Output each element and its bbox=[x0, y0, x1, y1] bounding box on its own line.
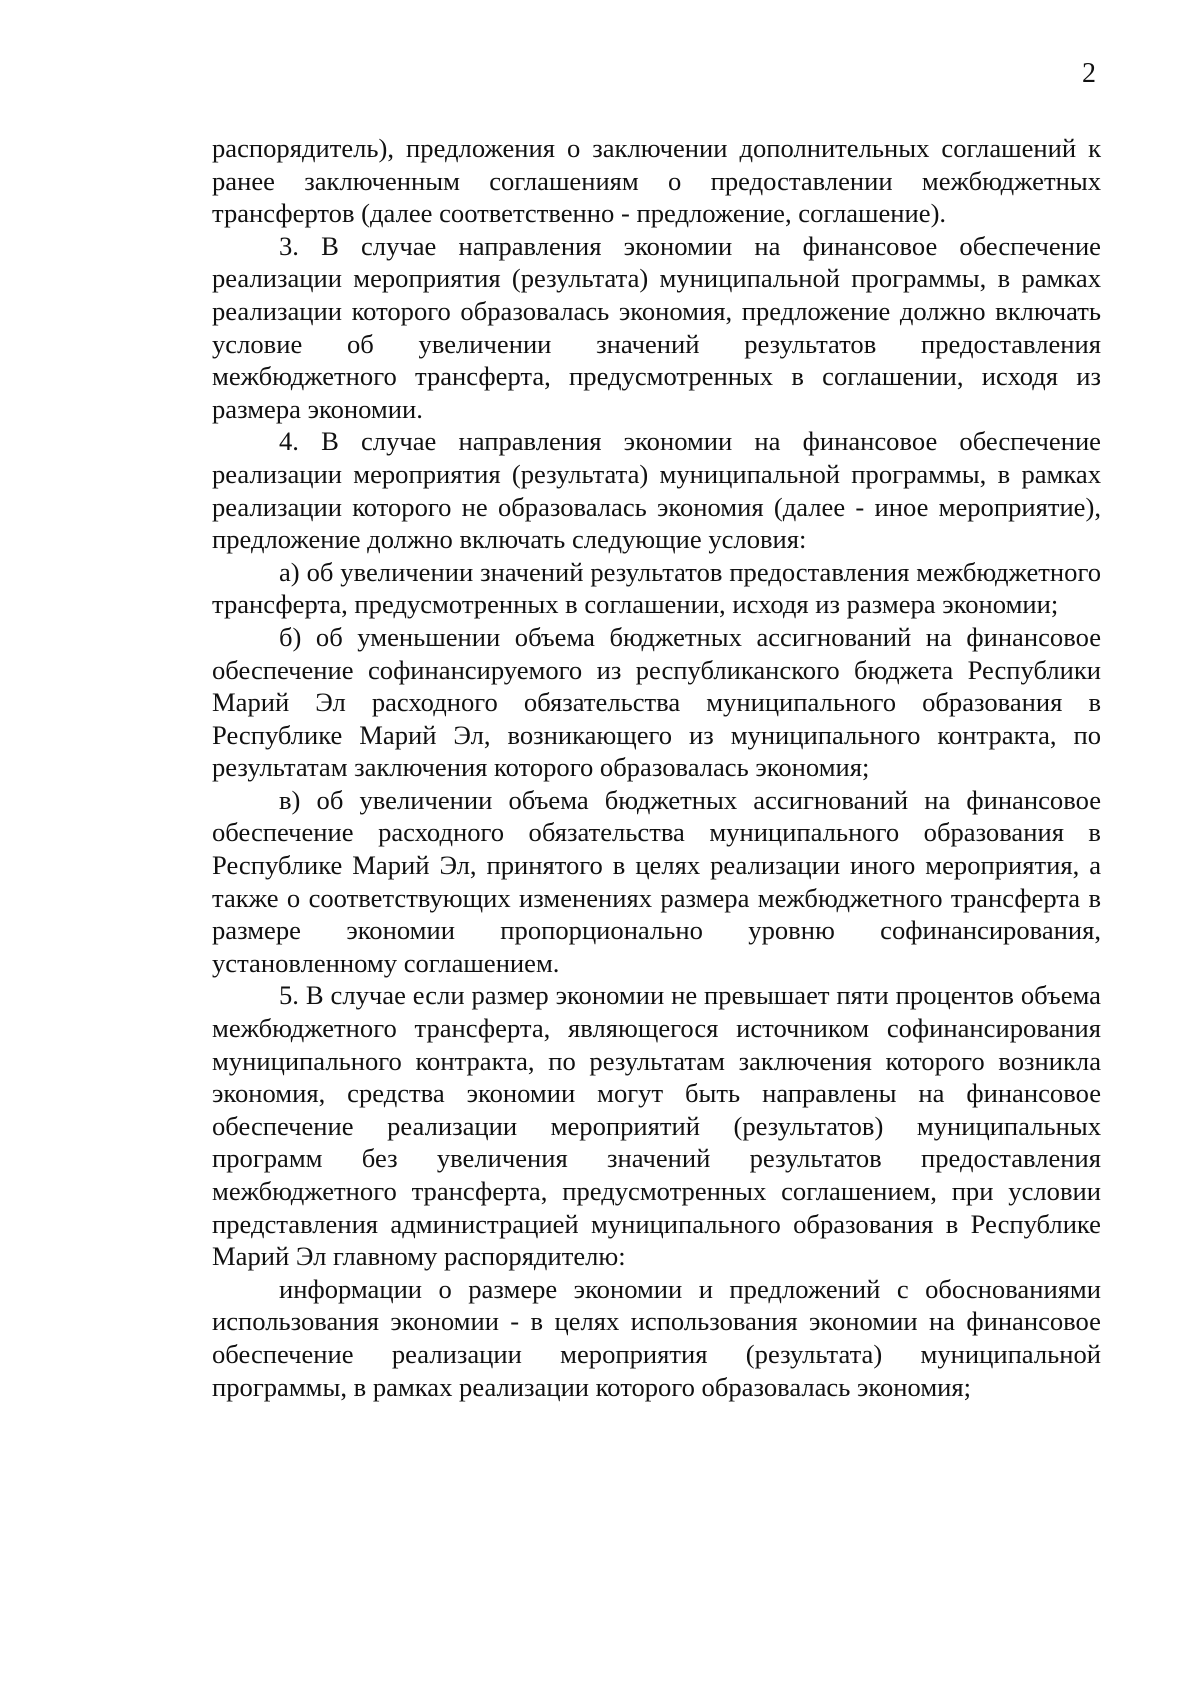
paragraph-information-item: информации о размере экономии и предложений с обоснованиями использования экономии - в целях использования экономии на финансовое обеспечение реализации мероприятия (результата) муниципальной программы, в рамках реализации которого образовалась экономия; bbox=[212, 1273, 1101, 1402]
paragraph-subclause-a: а) об увеличении значений результатов предоставления межбюджетного трансферта, предусмотренных в соглашении, исходя из размера экономии; bbox=[212, 556, 1101, 620]
paragraph-subclause-v: в) об увеличении объема бюджетных ассигнований на финансовое обеспечение расходного обязательства муниципального образования в Республике Марий Эл, принятого в целях реализации иного мероприятия, а также о соответствующих изменениях размера межбюджетного трансферта в размере экономии пропорционально уровню софинансирования, установленному соглашением. bbox=[212, 784, 1101, 978]
paragraph-clause-4: 4. В случае направления экономии на финансовое обеспечение реализации мероприятия (результата) муниципальной программы, в рамках реализации которого не образовалась экономия (далее - иное мероприятие), предложение должно включать следующие условия: bbox=[212, 426, 1101, 555]
page-number: 2 bbox=[1082, 58, 1096, 89]
paragraph-clause-5: 5. В случае если размер экономии не превышает пяти процентов объема межбюджетного трансферта, являющегося источником софинансирования муниципального контракта, по результатам заключения которого возникла экономия, средства экономии могут быть направлены на финансовое обеспечение реализации мероприятий (результатов) муниципальных программ без увеличения значений результатов предоставления межбюджетного трансферта, предусмотренных соглашением, при условии представления администрацией муниципального образования в Республике Марий Эл главному распорядителю: bbox=[212, 980, 1101, 1272]
document-body bbox=[212, 132, 1101, 1403]
paragraph-clause-3: 3. В случае направления экономии на финансовое обеспечение реализации мероприятия (результата) муниципальной программы, в рамках реализации которого образовалась экономия, предложение должно включать условие об увеличении значений результатов предоставления межбюджетного трансферта, предусмотренных в соглашении, исходя из размера экономии. bbox=[212, 230, 1101, 424]
paragraph-subclause-b: б) об уменьшении объема бюджетных ассигнований на финансовое обеспечение софинансируемого из республиканского бюджета Республики Марий Эл расходного обязательства муниципального образования в Республике Марий Эл, возникающего из муниципального контракта, по результатам заключения которого образовалась экономия; bbox=[212, 621, 1101, 783]
paragraph-continuation: распорядитель), предложения о заключении дополнительных соглашений к ранее заключенным соглашениям о предоставлении межбюджетных трансфертов (далее соответственно - предложение, соглашение). bbox=[212, 133, 1101, 229]
